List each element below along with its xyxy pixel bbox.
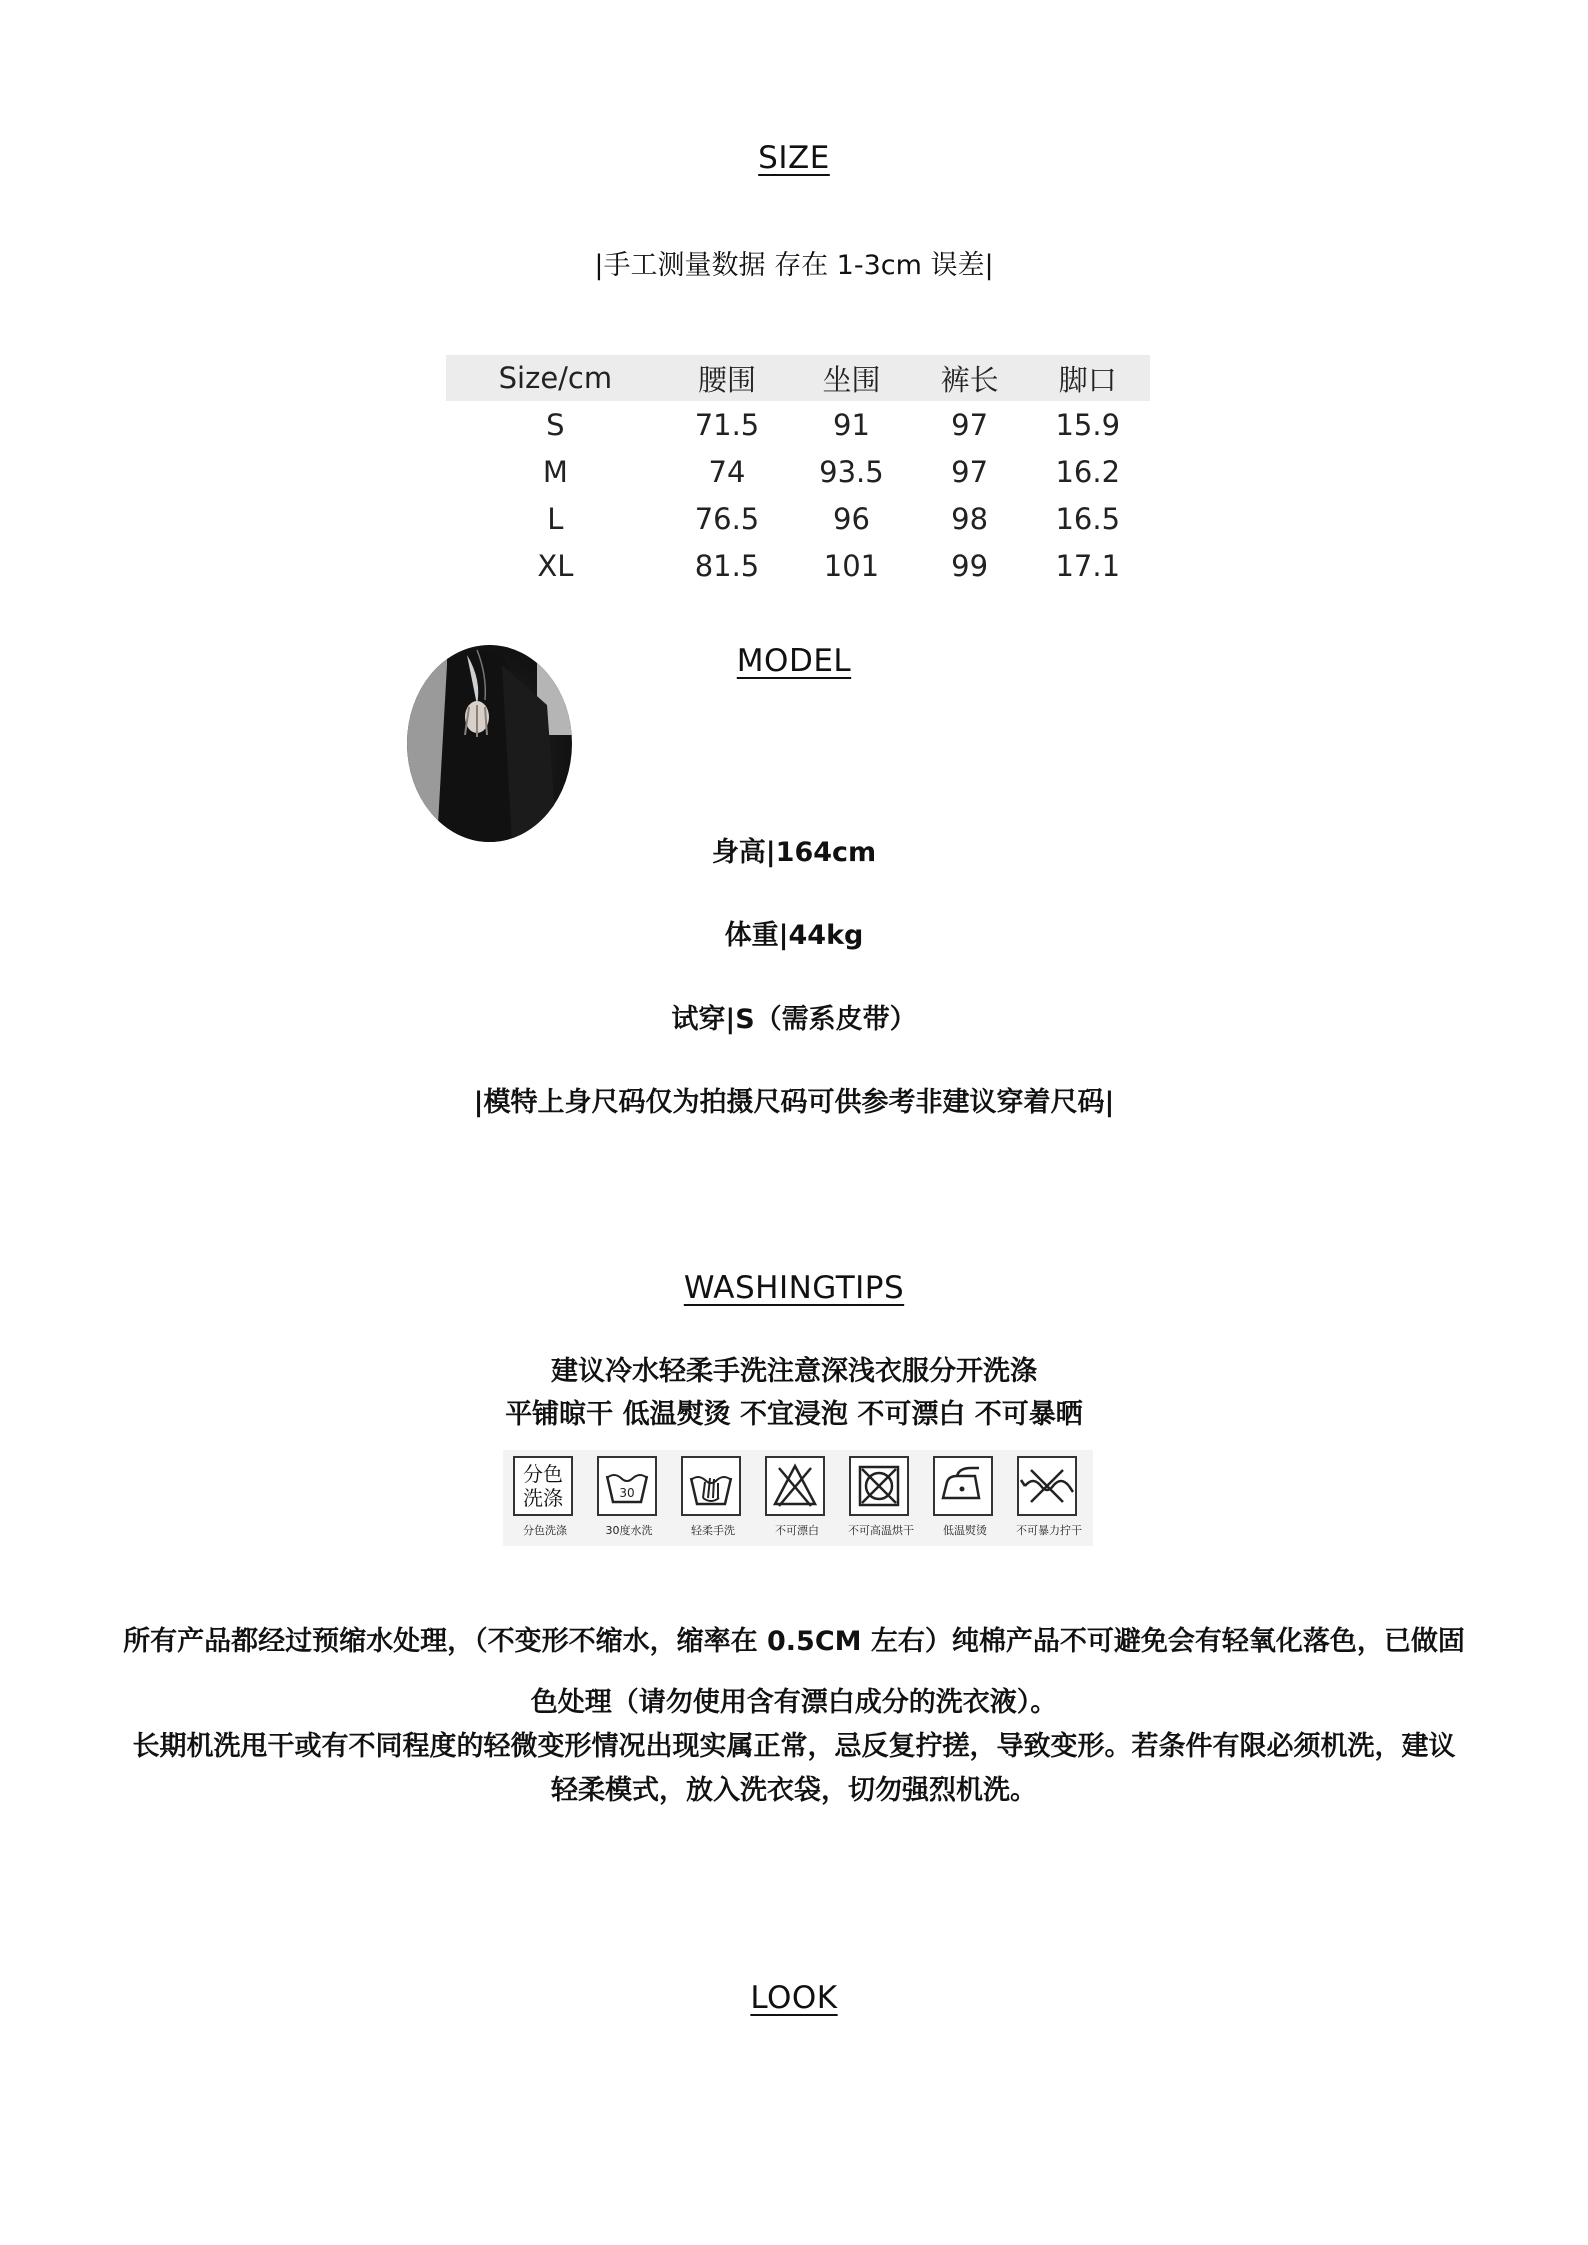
care-icon-item xyxy=(839,1450,923,1546)
care-paragraph-2-line-1: 长期机洗甩干或有不同程度的轻微变形情况出现实属正常，忌反复拧搓，导致变形。若条件有限必须机洗，建议 xyxy=(132,1731,1456,1762)
low-iron-icon xyxy=(933,1456,993,1516)
care-icon-item xyxy=(503,1450,587,1546)
table-cell: 97 xyxy=(951,407,989,442)
size-table-header: 坐围 xyxy=(789,355,913,401)
model-size: 试穿|S（需系皮带） xyxy=(671,1004,917,1035)
care-icon-item xyxy=(755,1450,839,1546)
icon-caption: 低温熨烫 xyxy=(943,1524,987,1537)
table-cell: 16.5 xyxy=(1055,501,1121,536)
size-table-header: Size/cm xyxy=(446,355,665,401)
table-row xyxy=(446,495,1150,542)
icon-caption: 分色洗涤 xyxy=(523,1524,567,1537)
table-row xyxy=(446,542,1150,589)
size-table xyxy=(446,355,1150,589)
table-cell: 91 xyxy=(833,407,870,442)
size-heading: SIZE xyxy=(758,140,830,176)
measurement-note: |手工测量数据 存在 1-3cm 误差| xyxy=(594,250,994,281)
icon-glyph: 分色 xyxy=(523,1462,563,1486)
table-cell: 15.9 xyxy=(1055,407,1121,442)
no-wring-icon xyxy=(1017,1456,1077,1516)
no-tumble-dry-icon xyxy=(849,1456,909,1516)
size-table-header: 脚口 xyxy=(1026,355,1151,401)
model-height: 身高|164cm xyxy=(711,837,877,868)
washing-line-1: 建议冷水轻柔手洗注意深浅衣服分开洗涤 xyxy=(551,1356,1037,1387)
care-icon-item xyxy=(671,1450,755,1546)
look-heading: LOOK xyxy=(750,1980,838,2016)
table-cell: 97 xyxy=(951,454,989,489)
table-row xyxy=(446,401,1150,448)
no-bleach-icon xyxy=(765,1456,825,1516)
size-table-header-row xyxy=(446,355,1150,401)
table-cell: L xyxy=(547,501,564,536)
table-cell: 81.5 xyxy=(694,548,760,583)
hand-wash-icon xyxy=(681,1456,741,1516)
table-cell: 71.5 xyxy=(694,407,760,442)
care-paragraph-2-line-2: 轻柔模式，放入洗衣袋，切勿强烈机洗。 xyxy=(551,1775,1037,1806)
table-cell: 17.1 xyxy=(1055,548,1121,583)
care-icon-item xyxy=(923,1450,1007,1546)
washing-line-2: 平铺晾干 低温熨烫 不宜浸泡 不可漂白 不可暴晒 xyxy=(505,1399,1083,1430)
icon-caption: 不可高温烘干 xyxy=(848,1524,914,1537)
icon-glyph: 洗涤 xyxy=(523,1486,563,1510)
care-icon-item xyxy=(1007,1450,1091,1546)
table-cell: XL xyxy=(537,548,574,583)
table-cell: 101 xyxy=(823,548,880,583)
icon-caption: 30度水洗 xyxy=(605,1524,653,1537)
separate-wash-icon xyxy=(513,1456,573,1516)
washing-heading: WASHINGTIPS xyxy=(683,1270,905,1306)
model-disclaimer: |模特上身尺码仅为拍摄尺码可供参考非建议穿着尺码| xyxy=(473,1087,1115,1118)
wash-30-icon xyxy=(597,1456,657,1516)
table-cell: 99 xyxy=(951,548,989,583)
icon-caption: 轻柔手洗 xyxy=(691,1524,735,1537)
table-cell: S xyxy=(546,407,565,442)
table-cell: 76.5 xyxy=(694,501,760,536)
size-table-header: 腰围 xyxy=(665,355,789,401)
model-weight: 体重|44kg xyxy=(724,920,864,951)
care-paragraph-1-line-2: 色处理（请勿使用含有漂白成分的洗衣液）。 xyxy=(530,1687,1058,1718)
size-table-header: 裤长 xyxy=(914,355,1026,401)
model-heading: MODEL xyxy=(736,643,852,679)
table-cell: M xyxy=(542,454,568,489)
table-cell: 98 xyxy=(951,501,989,536)
table-cell: 93.5 xyxy=(819,454,884,489)
icon-caption: 不可暴力拧干 xyxy=(1016,1524,1082,1537)
care-paragraph-1-line-1: 所有产品都经过预缩水处理，（不变形不缩水，缩率在 0.5CM 左右）纯棉产品不可避免会有轻氧化落色，已做固 xyxy=(123,1626,1465,1657)
table-cell: 16.2 xyxy=(1055,454,1121,489)
care-icon-item xyxy=(587,1450,671,1546)
table-row xyxy=(446,448,1150,495)
table-cell: 96 xyxy=(833,501,870,536)
icon-caption: 不可漂白 xyxy=(775,1524,819,1537)
table-cell: 74 xyxy=(708,454,746,489)
icon-glyph: 30 xyxy=(619,1486,635,1500)
care-icons-row xyxy=(503,1450,1093,1546)
